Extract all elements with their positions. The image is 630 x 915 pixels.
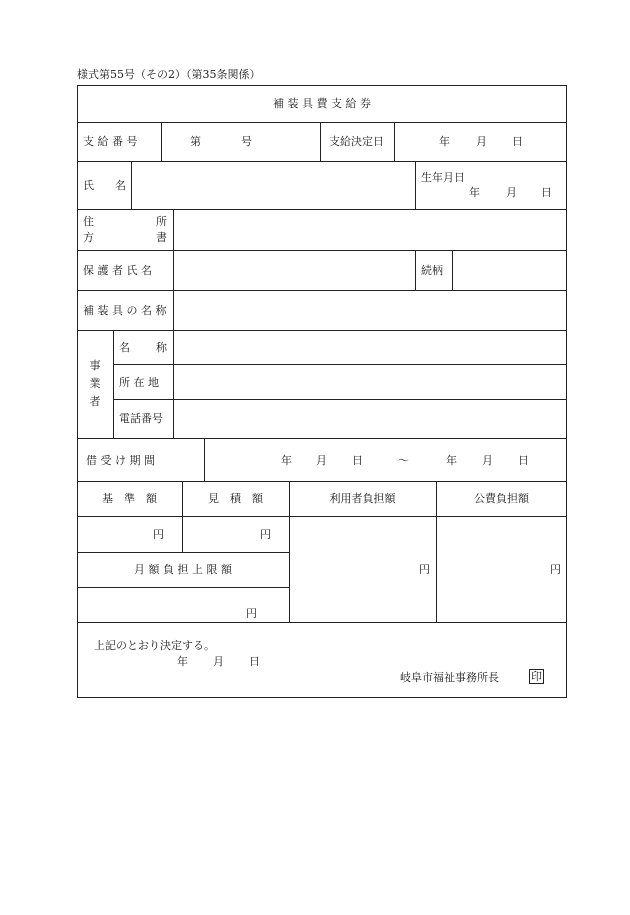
form-frame: [77, 85, 567, 698]
period-start-month: 月: [316, 454, 327, 467]
standard-amount-header: 基 準 額: [102, 492, 157, 505]
address-label-2b: 書: [156, 231, 167, 244]
col-divider: [415, 250, 416, 290]
decision-day: 日: [512, 135, 523, 148]
decision-date-label: 支給決定日: [329, 135, 384, 148]
monthly-limit-label: 月 額 負 担 上 限 額: [134, 563, 232, 576]
public-burden-header: 公費負担額: [474, 492, 529, 505]
decision-statement: 上記のとおり決定する。: [94, 639, 215, 652]
monthly-limit-yen: 円: [246, 607, 257, 620]
payment-number-label: 支 給 番 号: [83, 135, 138, 148]
footer-day: 日: [249, 655, 260, 668]
row-divider: [77, 481, 567, 482]
row-divider: [77, 516, 567, 517]
period-end-day: 日: [518, 454, 529, 467]
seal-mark: 印: [531, 670, 542, 683]
form-header: 様式第55号（その2）（第35条関係）: [77, 68, 261, 81]
row-divider: [77, 209, 567, 210]
row-divider: [77, 622, 567, 623]
period-end-month: 月: [482, 454, 493, 467]
payment-number-prefix: 第: [190, 135, 201, 148]
user-burden-yen: 円: [419, 563, 430, 576]
row-divider: [77, 122, 567, 123]
guardian-name-label: 保 護 者 氏 名: [83, 264, 152, 277]
row-divider: [77, 161, 567, 162]
form-title: 補 装 具 費 支 給 券: [273, 97, 371, 110]
decision-year: 年: [439, 135, 450, 148]
period-tilde: ～: [398, 454, 409, 467]
decision-month: 月: [476, 135, 487, 148]
period-start-year: 年: [281, 454, 292, 467]
device-name-label: 補 装 具 の 名 称: [83, 304, 167, 317]
col-divider: [182, 481, 183, 552]
address-label-1b: 所: [156, 215, 167, 228]
col-divider: [320, 122, 321, 161]
row-divider: [77, 552, 289, 553]
period-start-day: 日: [352, 454, 363, 467]
col-divider: [452, 250, 453, 290]
standard-amount-yen: 円: [153, 528, 164, 541]
name-label-1: 氏: [83, 179, 94, 192]
address-label-1a: 住: [83, 215, 94, 228]
rental-period-label: 借 受 け 期 間: [86, 454, 155, 467]
business-name-label-a: 名: [119, 341, 130, 354]
user-burden-header: 利用者負担額: [329, 492, 396, 505]
row-divider: [77, 587, 289, 588]
birth-year: 年: [469, 186, 480, 199]
birth-month: 月: [506, 186, 517, 199]
col-divider: [394, 122, 395, 161]
address-label-2a: 方: [83, 231, 94, 244]
col-divider: [415, 161, 416, 209]
row-divider: [77, 330, 567, 331]
col-divider: [204, 438, 205, 481]
business-location-label: 所 在 地: [119, 376, 159, 389]
business-phone-label: 電話番号: [119, 412, 163, 425]
business-group-label: 事 業 者: [89, 359, 101, 408]
issuer-name: 岐阜市福祉事務所長: [400, 671, 499, 684]
period-end-year: 年: [446, 454, 457, 467]
col-divider: [131, 161, 132, 209]
row-divider: [113, 364, 567, 365]
business-name-label-b: 称: [156, 341, 167, 354]
birth-date-label: 生年月日: [421, 171, 465, 184]
estimate-amount-header: 見 積 額: [208, 492, 263, 505]
name-label-2: 名: [115, 179, 126, 192]
row-divider: [77, 438, 567, 439]
col-divider: [161, 122, 162, 161]
footer-month: 月: [213, 655, 224, 668]
estimate-amount-yen: 円: [260, 528, 271, 541]
relation-label: 続柄: [421, 264, 443, 277]
footer-year: 年: [177, 655, 188, 668]
row-divider: [113, 399, 567, 400]
col-divider: [173, 209, 174, 438]
payment-number-suffix: 号: [241, 135, 252, 148]
birth-day: 日: [541, 186, 552, 199]
row-divider: [77, 250, 567, 251]
row-divider: [77, 290, 567, 291]
col-divider: [113, 330, 114, 438]
public-burden-yen: 円: [550, 563, 561, 576]
